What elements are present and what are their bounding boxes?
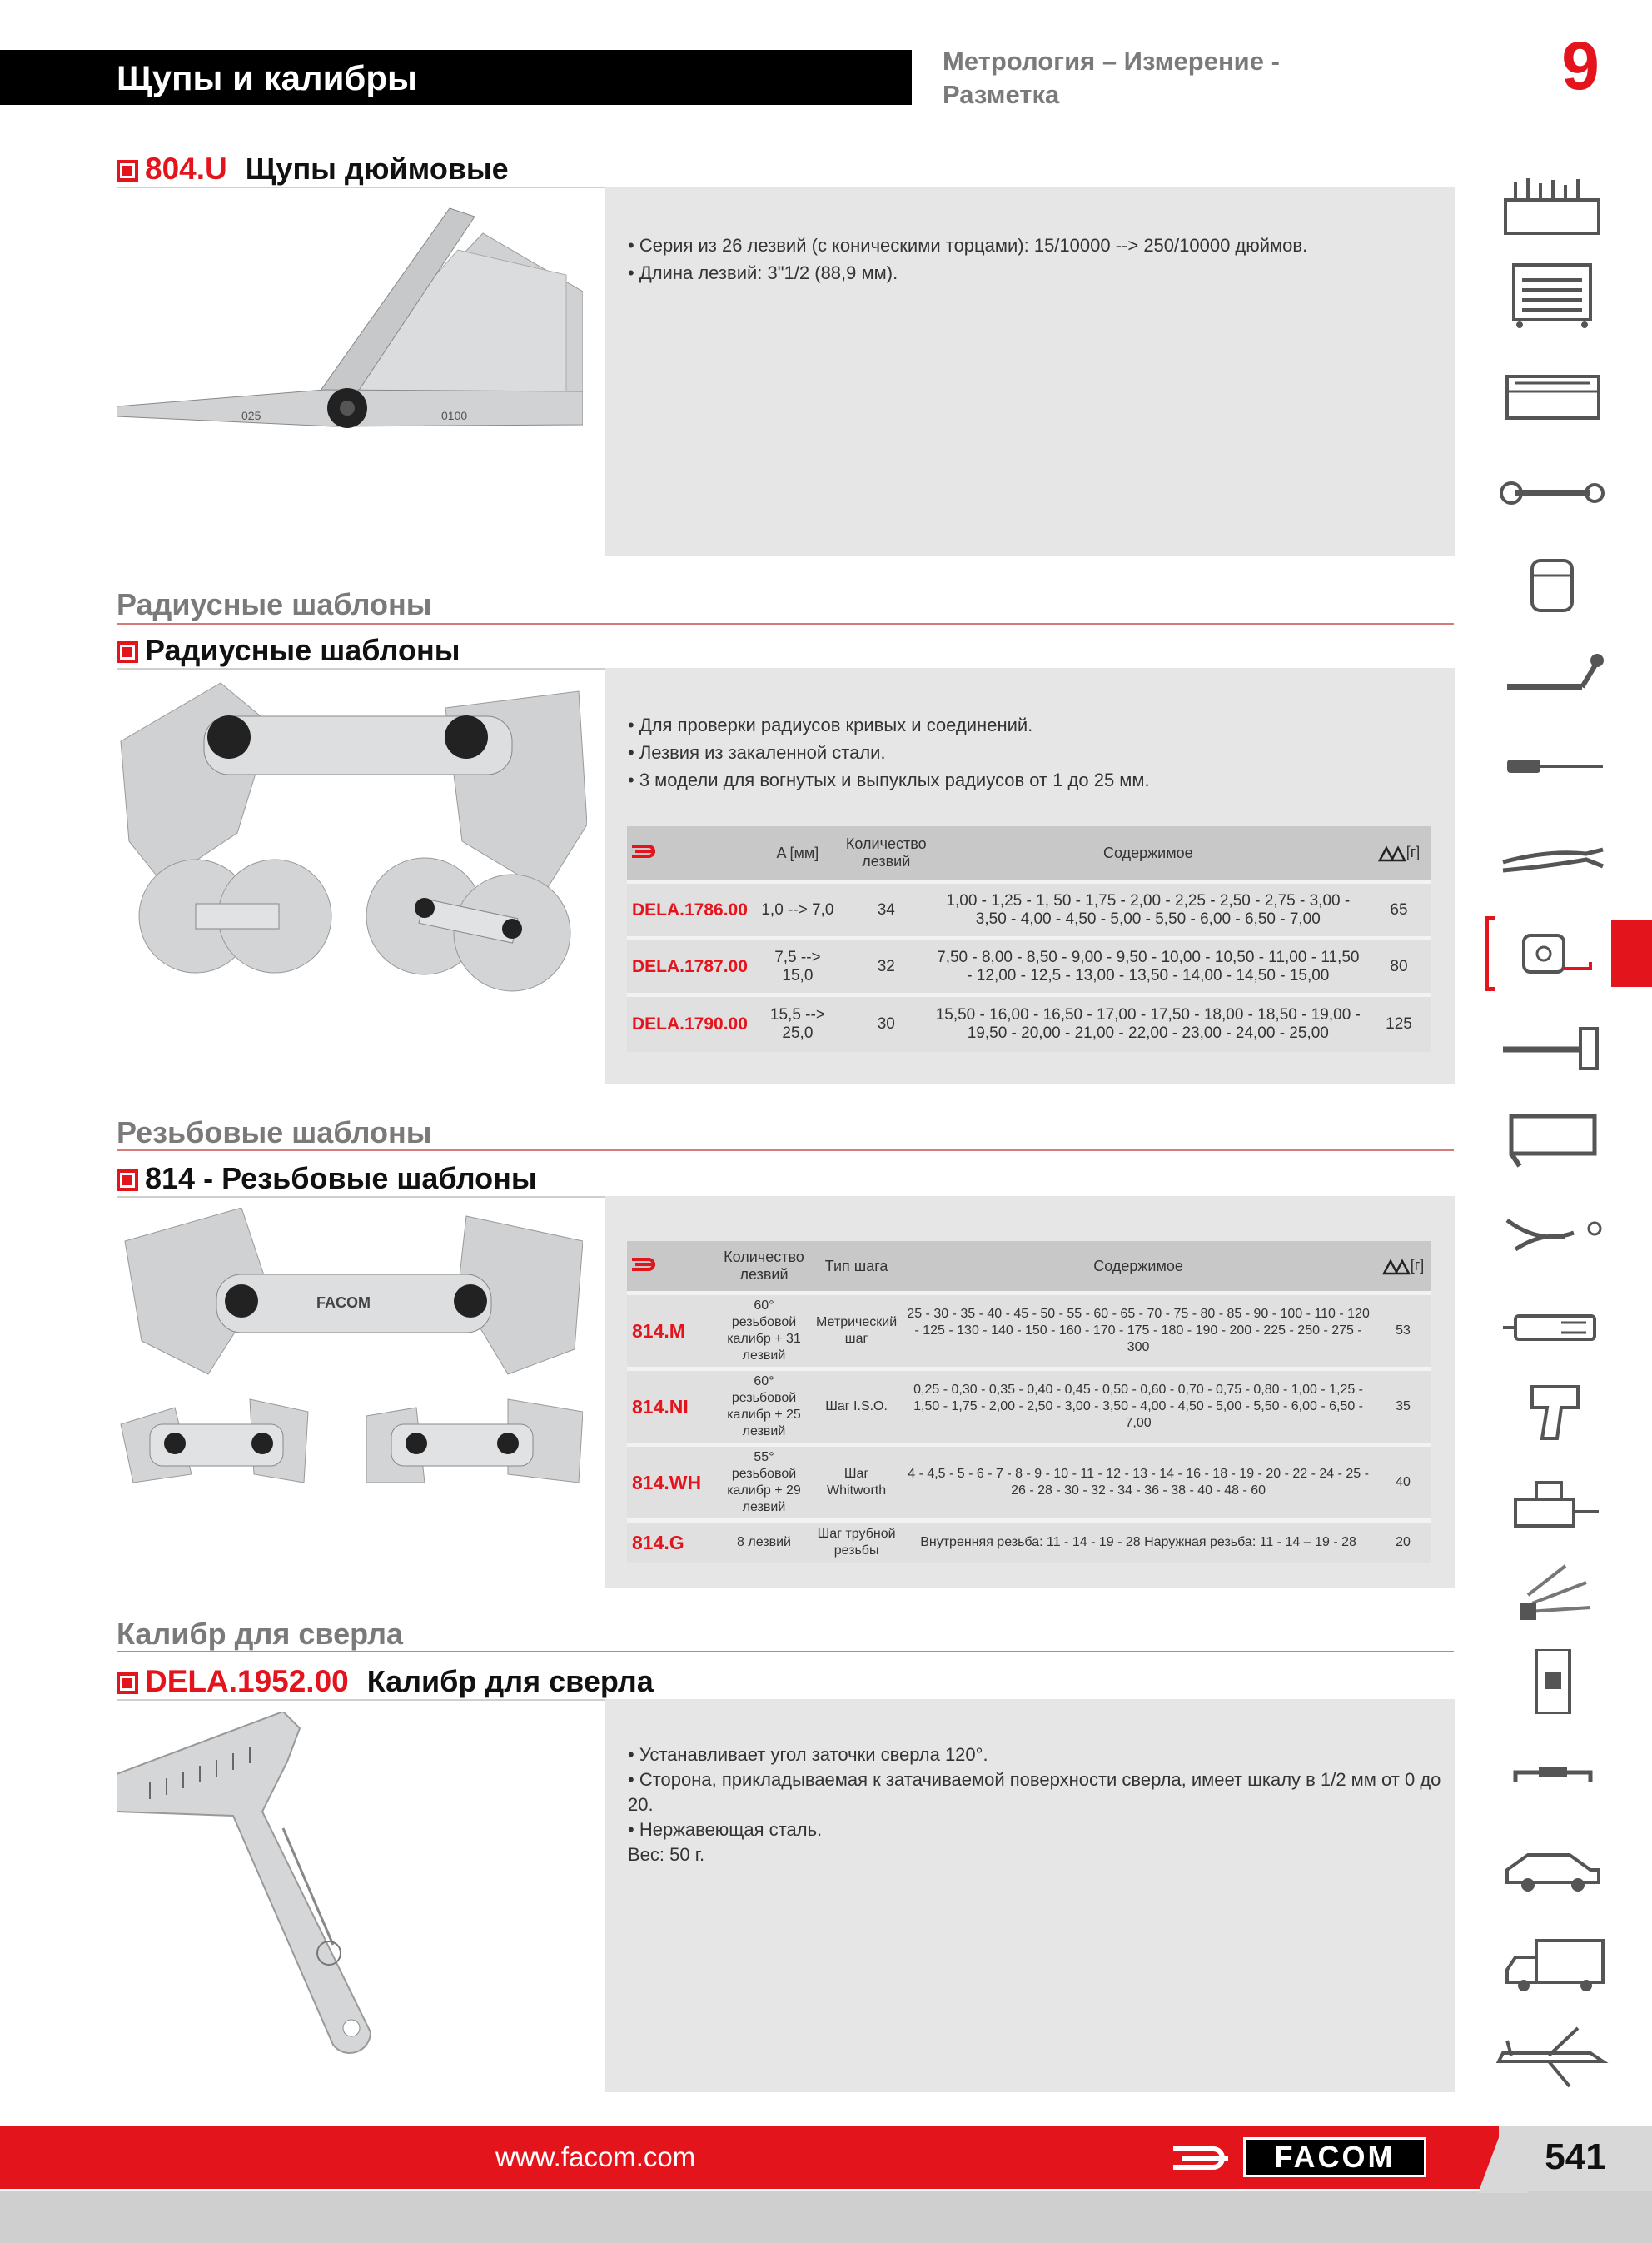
content-cell: 7,50 - 8,00 - 8,50 - 9,00 - 9,50 - 10,00 - 10,50 - 11,00 - 11,50 - 12,00 - 12,5 - 13,00 - 13,50 - 14,00 - 14,50 - 15,00 [930,939,1366,995]
spec-bullet: • Сторона, прикладываемая к затачиваемой поверхности сверла, имеет шкалу в 1/2 мм от 0 до 20. [628,1769,1441,1815]
tool-cabinet-icon[interactable] [1490,263,1615,328]
radius-table [627,826,1431,1052]
electrical-tester-icon[interactable] [1490,1293,1615,1358]
product-heading-thread [117,1158,537,1196]
thread-gauge-image [117,1208,583,1508]
product-heading-radius [117,630,460,668]
tool-drawer-icon[interactable] [1490,366,1615,431]
table-row [627,939,1431,995]
ref-cell: DELA.1786.00 [627,882,753,939]
product-code: 804.U [145,152,227,186]
content-cell: 4 - 4,5 - 5 - 6 - 7 - 8 - 9 - 10 - 11 - 12 - 13 - 14 - 16 - 18 - 19 - 20 - 22 - 24 - 25 - 26 - 28 - 30 - 32 - 34 - 36 - 38 - 40 - 48 - 60 [902,1445,1375,1521]
table-row [627,1369,1431,1445]
handle-icon[interactable] [1490,1749,1615,1814]
col-content: Содержимое [930,826,1366,882]
impact-wrench-icon[interactable] [1490,1378,1615,1443]
type-cell: Шаг трубной резьбы [811,1521,902,1563]
weight-cell: 80 [1366,939,1431,995]
content-cell: 25 - 30 - 35 - 40 - 45 - 50 - 55 - 60 - 65 - 70 - 75 - 80 - 85 - 90 - 100 - 110 - 120 - 125 - 130 - 140 - 150 - 160 - 170 - 175 - 180 - 190 - 200 - 225 - 250 - 275 - 300 [902,1293,1375,1369]
weight-cell: 20 [1375,1521,1431,1563]
ratchet-icon[interactable] [1490,650,1615,715]
product-name: Щупы дюймовые [245,152,509,186]
ref-cell: 814.G [627,1521,717,1563]
col-content: Содержимое [902,1241,1375,1293]
facom-arrow-icon [630,1257,659,1272]
col-type: Тип шага [811,1241,902,1293]
airplane-icon[interactable] [1490,2024,1615,2089]
product-name: Калибр для сверла [366,1664,654,1698]
page-title: Щупы и калибры [117,58,417,97]
table-row [627,882,1431,939]
spec-bullet: • Лезвия из закаленной стали. [628,742,886,763]
feeler-gauge-image [117,200,583,441]
ref-cell: 814.M [627,1293,717,1369]
table-row [627,1293,1431,1369]
blade-mark-right: 0100 [441,409,468,422]
facom-arrow-icon [630,844,659,859]
blade-mark-left: 025 [241,409,261,422]
section-title-radius: Радиусные шаблоны [117,587,432,621]
ref-column-header [627,1241,717,1293]
section-rule [117,623,1454,625]
spec-bullet: • Для проверки радиусов кривых и соединений. [628,715,1033,735]
section-rule [117,1651,1454,1652]
col-weight: [г] [1366,826,1431,882]
qty-cell: 60° резьбовой калибр + 25 лезвий [717,1369,811,1445]
chapter-subtitle [943,45,1359,112]
qty-cell: 30 [843,995,930,1052]
content-cell: 0,25 - 0,30 - 0,35 - 0,40 - 0,45 - 0,50 - 0,60 - 0,70 - 0,75 - 0,80 - 1,00 - 1,25 - 1,50 - 1,75 - 2,00 - 2,50 - 3,00 - 3,50 - 4,00 - 4,50 - 5,00 - 5,50 - 6,00 - 6,50 - 7,00 [902,1369,1375,1445]
spec-bullets [628,232,1427,287]
product-code: DELA.1952.00 [145,1664,349,1698]
weight-cell: 53 [1375,1293,1431,1369]
section-title-thread: Резьбовые шаблоны [117,1115,432,1149]
pliers-icon[interactable] [1490,825,1615,890]
weight-icon [1382,1259,1411,1275]
chapter-subtitle-line2: Разметка [943,80,1060,109]
ref-column-header [627,826,753,882]
tape-measure-icon[interactable] [1490,920,1615,985]
col-weight: [г] [1375,1241,1431,1293]
radius-gauge-image [112,675,587,1024]
a-cell: 1,0 --> 7,0 [753,882,843,939]
product-heading-804u [117,148,509,187]
brand-mark: FACOM [316,1294,371,1311]
product-name: Радиусные шаблоны [145,633,460,667]
truck-icon[interactable] [1490,1932,1615,1997]
spec-bullet: • Устанавливает угол заточки сверла 120°. [628,1744,988,1765]
table-row [627,1445,1431,1521]
chapter-subtitle-line1: Метрология – Измерение - [943,47,1280,76]
red-square-icon [117,641,138,663]
section-rule [117,1149,1454,1151]
type-cell: Шаг I.S.O. [811,1369,902,1445]
red-square-icon [117,1672,138,1694]
product-code: 814 - [145,1161,214,1195]
spec-bullet: • Длина лезвий: 3"1/2 (88,9 мм). [628,262,898,283]
table-row [627,995,1431,1052]
toolbox-icon[interactable] [1490,175,1615,240]
vise-icon[interactable] [1490,1470,1615,1535]
screwdriver-icon[interactable] [1490,733,1615,798]
spec-bullet: • Нержавеющая сталь. [628,1819,823,1840]
page-number: 541 [1545,2136,1606,2177]
page-number-box [1499,2126,1652,2191]
spec-panel-drill [605,1699,1455,2092]
weight-cell: 65 [1366,882,1431,939]
facom-arrow-icon [1170,2144,1237,2172]
wrench-icon[interactable] [1490,460,1615,525]
col-qty: Количество лезвий [843,826,930,882]
section-title-drill: Калибр для сверла [117,1617,404,1651]
thread-table [627,1241,1431,1563]
qty-cell: 8 лезвий [717,1521,811,1563]
footer-gray-band [0,2191,1652,2243]
spec-bullet: • Серия из 26 лезвий (с коническими торцами): 15/10000 --> 250/10000 дюймов. [628,235,1308,256]
ref-cell: 814.WH [627,1445,717,1521]
content-cell: 1,00 - 1,25 - 1, 50 - 1,75 - 2,00 - 2,25 - 2,50 - 2,75 - 3,00 - 3,50 - 4,00 - 4,50 - 5,00 - 5,50 - 6,00 - 6,50 - 7,00 [930,882,1366,939]
socket-icon[interactable] [1490,554,1615,619]
footer-url-link[interactable]: www.facom.com [495,2141,696,2172]
type-cell: Метрический шаг [811,1293,902,1369]
safety-icon[interactable] [1490,1558,1615,1622]
qty-cell: 34 [843,882,930,939]
product-name: Резьбовые шаблоны [221,1161,537,1195]
product-heading-drill [117,1661,654,1699]
ref-cell: 814.NI [627,1369,717,1445]
car-icon[interactable] [1490,1837,1615,1902]
ref-cell: DELA.1790.00 [627,995,753,1052]
logo-wordmark: FACOM [1243,2137,1426,2177]
type-cell: Шаг Whitworth [811,1445,902,1521]
hacksaw-icon[interactable] [1490,1108,1615,1173]
weight-cell: 35 [1375,1369,1431,1445]
spec-bullets [628,1742,1444,1867]
chapter-tab [1611,920,1652,987]
qty-cell: 32 [843,939,930,995]
hammer-icon[interactable] [1490,1012,1615,1077]
spec-bullets [628,711,1427,794]
table-row [627,1521,1431,1563]
puller-icon[interactable] [1490,1199,1615,1264]
spec-panel-804u [605,187,1455,556]
content-cell: 15,50 - 16,00 - 16,50 - 17,00 - 17,50 - 18,00 - 18,50 - 19,00 - 19,50 - 20,00 - 21,00 - 22,00 - 23,00 - 24,00 - 25,00 [930,995,1366,1052]
red-square-icon [117,160,138,182]
circuit-breaker-icon[interactable] [1490,1649,1615,1714]
table-header-row [627,826,1431,882]
col-qty: Количество лезвий [717,1241,811,1293]
facom-logo [1162,2134,1436,2181]
qty-cell: 60° резьбовой калибр + 31 лезвий [717,1293,811,1369]
ref-cell: DELA.1787.00 [627,939,753,995]
col-a: A [мм] [753,826,843,882]
qty-cell: 55° резьбовой калибр + 29 лезвий [717,1445,811,1521]
spec-weight: Вес: 50 г. [628,1844,705,1865]
chapter-number: 9 [1561,28,1600,104]
red-square-icon [117,1169,138,1191]
spec-bullet: • 3 модели для вогнутых и выпуклых радиусов от 1 до 25 мм. [628,770,1150,790]
content-cell: Внутренняя резьба: 11 - 14 - 19 - 28 Наружная резьба: 11 - 14 – 19 - 28 [902,1521,1375,1563]
weight-cell: 40 [1375,1445,1431,1521]
weight-cell: 125 [1366,995,1431,1052]
weight-icon [1378,845,1406,862]
a-cell: 15,5 --> 25,0 [753,995,843,1052]
table-header-row [627,1241,1431,1293]
drill-gauge-image [117,1712,416,2061]
a-cell: 7,5 --> 15,0 [753,939,843,995]
